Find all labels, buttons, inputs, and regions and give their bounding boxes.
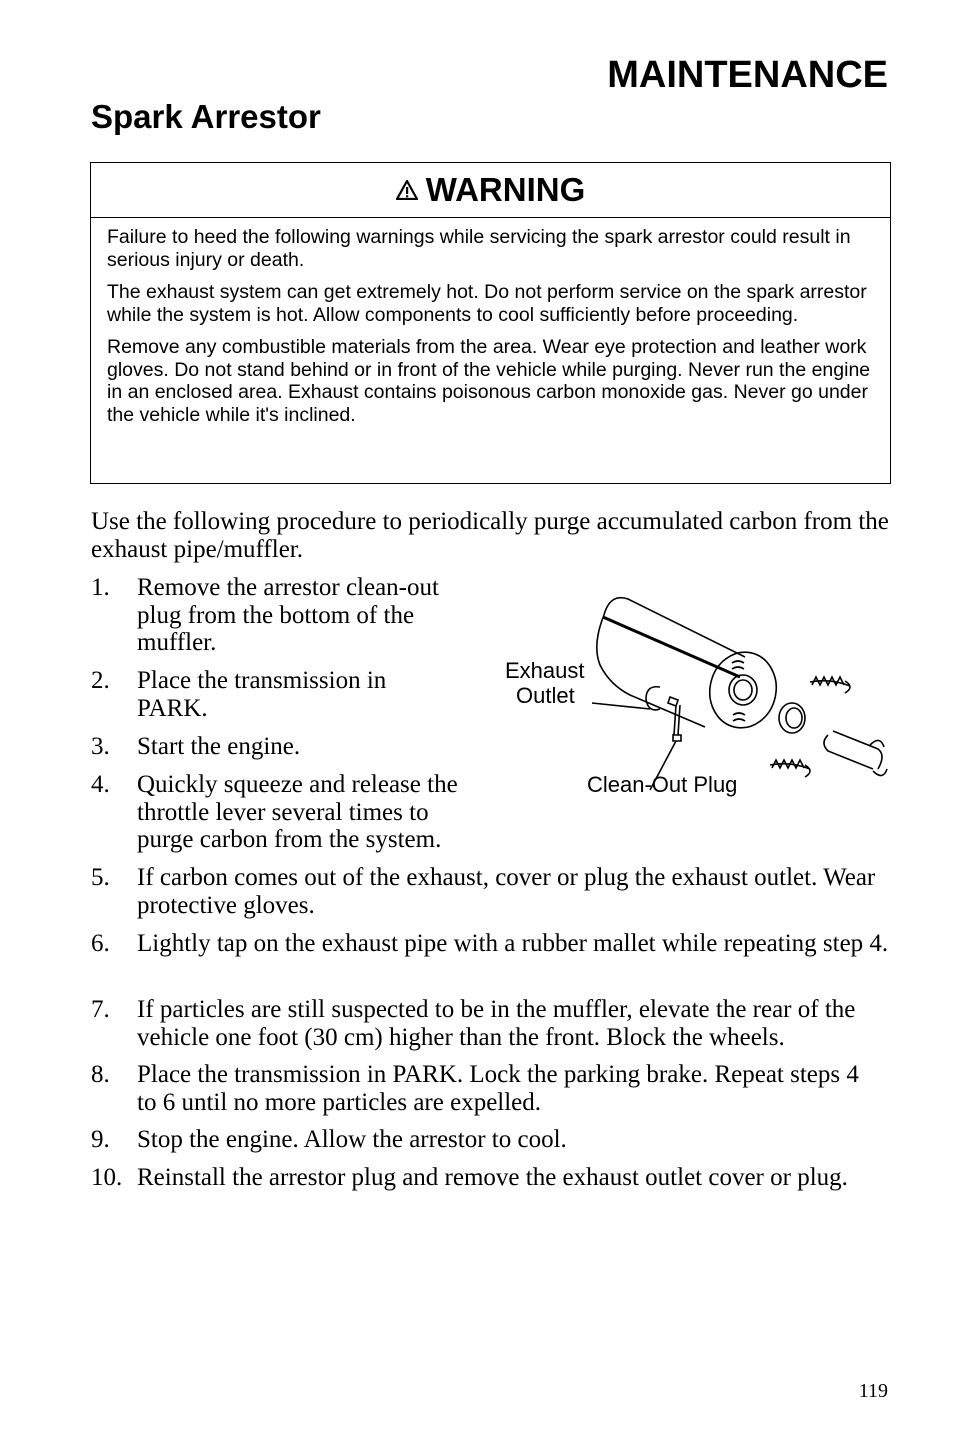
warning-triangle-icon <box>396 180 418 200</box>
step-number: 1. <box>91 574 110 601</box>
step-6 <box>91 930 891 958</box>
clean-out-plug-label: Clean-Out Plug <box>587 772 738 797</box>
step-number: 4. <box>91 771 110 798</box>
warning-paragraph: Failure to heed the following warnings while servicing the spark arrestor could result in serious injury or death. <box>107 226 851 271</box>
warning-heading: WARNING <box>425 171 586 208</box>
step-text: If particles are still suspected to be in the muffler, elevate the rear of the vehicle one foot (30 cm) higher than the front. Block the wheels. <box>137 996 856 1051</box>
page-number: 119 <box>858 1380 888 1402</box>
step-number: 6. <box>91 930 110 957</box>
warning-body <box>91 218 890 426</box>
step-text: Reinstall the arrestor plug and remove the exhaust outlet cover or plug. <box>137 1164 848 1191</box>
exhaust-outlet-label-line1: Exhaust <box>505 658 585 683</box>
step-text: Place the transmission in PARK. <box>137 667 387 722</box>
step-9 <box>91 1126 891 1154</box>
step-number: 7. <box>91 996 110 1023</box>
step-number: 2. <box>91 667 110 694</box>
step-number: 10. <box>91 1164 123 1191</box>
step-text: If carbon comes out of the exhaust, cover or plug the exhaust outlet. Wear protective gloves. <box>137 864 876 919</box>
intro-paragraph: Use the following procedure to periodically purge accumulated carbon from the exhaust pipe/muffler. <box>91 508 889 563</box>
step-text: Stop the engine. Allow the arrestor to cool. <box>137 1126 567 1153</box>
step-4 <box>91 771 511 854</box>
step-text: Quickly squeeze and release the throttle lever several times to purge carbon from the system. <box>137 771 458 853</box>
warning-paragraph: The exhaust system can get extremely hot. Do not perform service on the spark arrestor while the system is hot. Allow components to cool sufficiently before proceeding. <box>107 281 867 326</box>
step-number: 5. <box>91 864 110 891</box>
exhaust-outlet-label-line2: Outlet <box>516 683 575 708</box>
warning-box <box>90 162 891 484</box>
step-5 <box>91 864 891 919</box>
warning-paragraph: Remove any combustible materials from the area. Wear eye protection and leather work gloves. Do not stand behind or in front of the vehicle while purging. Never run the engine in an enclosed area. Exhaust contains poisonous carbon monoxide gas. Never go under the vehicle while it's inclined. <box>107 336 871 426</box>
step-1 <box>91 574 481 657</box>
page-title: Spark Arrestor <box>91 98 321 135</box>
step-number: 8. <box>91 1061 110 1088</box>
step-text: Start the engine. <box>137 733 301 760</box>
step-3 <box>91 733 481 761</box>
section-heading: MAINTENANCE <box>607 54 888 96</box>
warning-header <box>91 163 890 218</box>
muffler-diagram <box>500 585 900 815</box>
step-number: 9. <box>91 1126 110 1153</box>
step-8 <box>91 1061 871 1116</box>
step-text: Place the transmission in PARK. Lock the parking brake. Repeat steps 4 to 6 until no more particles are expelled. <box>137 1061 859 1116</box>
step-text: Remove the arrestor clean-out plug from the bottom of the muffler. <box>137 574 439 656</box>
step-10 <box>91 1164 881 1192</box>
step-text: Lightly tap on the exhaust pipe with a rubber mallet while repeating step 4. <box>137 930 889 957</box>
step-7 <box>91 996 891 1051</box>
step-2 <box>91 667 431 722</box>
step-number: 3. <box>91 733 110 760</box>
